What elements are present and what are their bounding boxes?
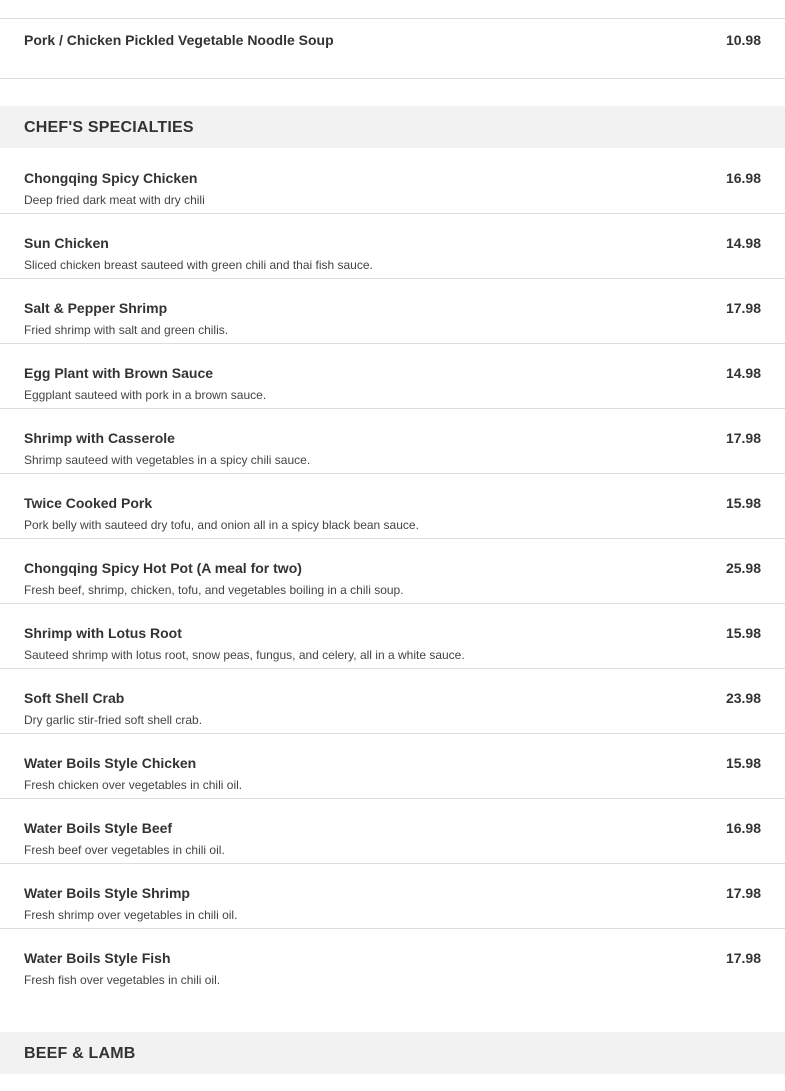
section-title: BEEF & LAMB (24, 1045, 136, 1062)
item-name: Water Boils Style Shrimp (24, 885, 190, 901)
item-name: Water Boils Style Chicken (24, 755, 197, 771)
item-description: Eggplant sauteed with pork in a brown sauce. (24, 388, 267, 402)
section-title: CHEF'S SPECIALTIES (24, 119, 194, 136)
item-name: Chongqing Spicy Hot Pot (A meal for two) (24, 560, 302, 576)
item-description: Fresh fish over vegetables in chili oil. (24, 973, 221, 987)
item-description: Fresh beef, shrimp, chicken, tofu, and vegetables boiling in a chili soup. (24, 583, 404, 597)
item-price: 16.98 (725, 820, 761, 836)
menu-item[interactable] (0, 409, 785, 474)
item-name: Shrimp with Lotus Root (24, 625, 182, 641)
item-name: Pork / Chicken Pickled Vegetable Noodle Soup (24, 32, 334, 48)
item-price: 17.98 (725, 885, 761, 901)
menu-item[interactable] (0, 734, 785, 799)
item-name: Shrimp with Casserole (24, 430, 175, 446)
menu-item[interactable] (0, 539, 785, 604)
item-description: Fresh shrimp over vegetables in chili oil. (24, 908, 238, 922)
item-description: Pork belly with sauteed dry tofu, and onion all in a spicy black bean sauce. (24, 518, 419, 532)
item-description: Fried shrimp with salt and green chilis. (24, 323, 229, 337)
item-description: Fresh chicken over vegetables in chili oil. (24, 778, 243, 792)
item-name: Chongqing Spicy Chicken (24, 170, 198, 186)
item-name: Water Boils Style Fish (24, 950, 171, 966)
partial-menu-item (0, 1074, 785, 1091)
item-description: Fresh beef over vegetables in chili oil. (24, 843, 225, 857)
menu-item[interactable] (0, 604, 785, 669)
item-name: Water Boils Style Beef (24, 820, 173, 836)
menu-item[interactable] (0, 214, 785, 279)
item-name: Twice Cooked Pork (24, 495, 153, 511)
menu-item[interactable] (0, 149, 785, 214)
item-price: 10.98 (725, 32, 761, 48)
item-price: 17.98 (725, 950, 761, 966)
item-price: 17.98 (725, 300, 761, 316)
section-header-beef-lamb (0, 1032, 785, 1074)
item-name: Soft Shell Crab (24, 690, 125, 706)
item-price: 15.98 (725, 625, 761, 641)
item-price: 14.98 (725, 365, 761, 381)
menu-item[interactable] (0, 474, 785, 539)
menu-item[interactable] (0, 864, 785, 929)
item-price: 15.98 (725, 755, 761, 771)
section-header-chefs-specialties (0, 106, 785, 148)
chef-specialties-list (0, 149, 785, 994)
item-description: Deep fried dark meat with dry chili (24, 193, 205, 207)
item-name: Egg Plant with Brown Sauce (24, 365, 214, 381)
partial-menu-item (0, 0, 785, 19)
menu-item[interactable] (0, 799, 785, 864)
item-price: 14.98 (725, 235, 761, 251)
menu-item[interactable] (0, 279, 785, 344)
item-price: 23.98 (725, 690, 761, 706)
item-description: Dry garlic stir-fried soft shell crab. (24, 713, 203, 727)
menu-item[interactable] (0, 19, 785, 79)
item-price: 25.98 (725, 560, 761, 576)
item-price: 16.98 (725, 170, 761, 186)
item-price: 17.98 (725, 430, 761, 446)
item-name: Salt & Pepper Shrimp (24, 300, 168, 316)
item-price: 15.98 (725, 495, 761, 511)
item-description: Shrimp sauteed with vegetables in a spicy chili sauce. (24, 453, 311, 467)
item-name: Sun Chicken (24, 235, 109, 251)
menu-item[interactable] (0, 929, 785, 994)
menu-item[interactable] (0, 669, 785, 734)
menu-item[interactable] (0, 344, 785, 409)
item-description: Sauteed shrimp with lotus root, snow peas, fungus, and celery, all in a white sauce. (24, 648, 465, 662)
item-description: Sliced chicken breast sauteed with green chili and thai fish sauce. (24, 258, 373, 272)
